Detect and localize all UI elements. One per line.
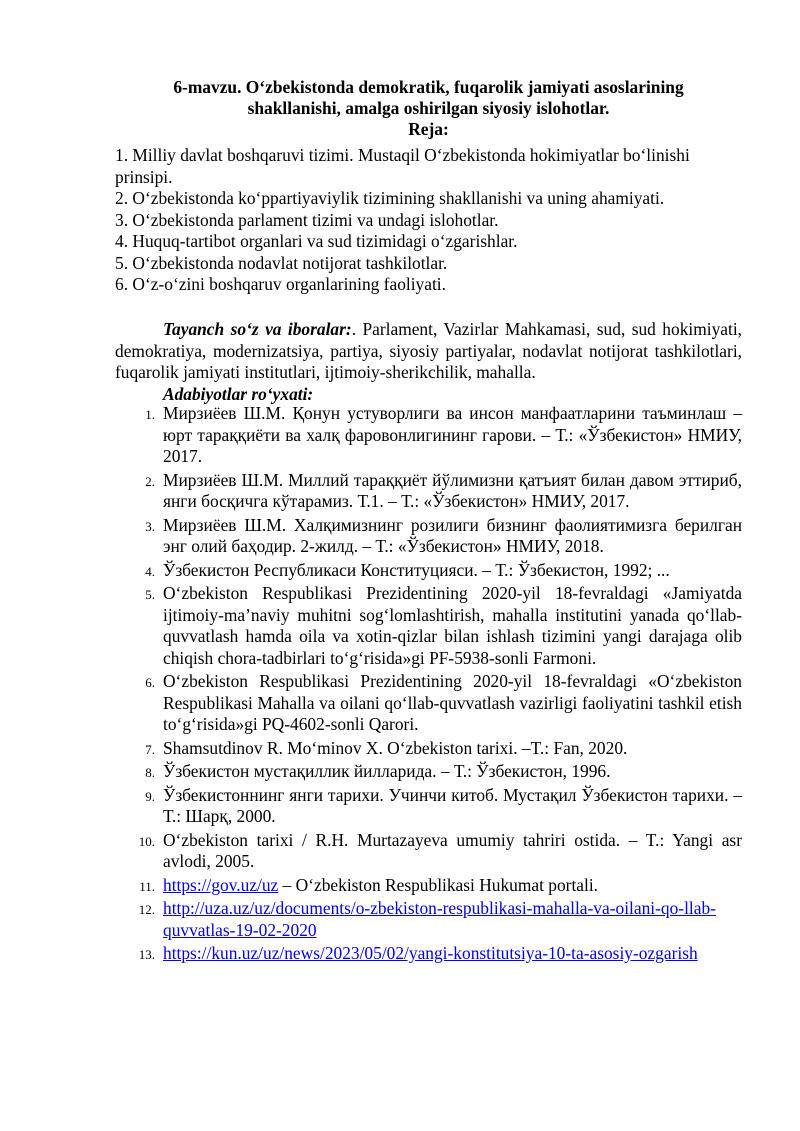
keywords-label: Tayanch so‘z va iboralar:	[163, 319, 352, 339]
item-text: Мирзиёев Ш.М. Қонун устуворлиги ва инсон манфаатларини таъминлаш – юрт тараққиёти ва халқ фаровонлигининг гарови. – Т.: «Ўзбекистон» НМИУ, 2017.	[163, 403, 742, 466]
plan-list	[115, 145, 742, 296]
plan-item: 2. O‘zbekistonda ko‘ppartiyaviylik tizimining shakllanishi va uning ahamiyati.	[115, 188, 665, 208]
item-number: 11.	[139, 878, 155, 894]
literature-item	[138, 829, 742, 873]
literature-item	[138, 898, 742, 941]
item-text: O‘zbekiston Respublikasi Prezidentining 2020-yil 18-fevraldagi «O‘zbekiston Respublikasi Mahalla va oilani qo‘llab-quvvatlash vazirligi faoliyatini tashkil etish to‘g‘risida»gi PQ-4602-sonli Qarori.	[163, 671, 742, 734]
title-line-2: shakllanishi, amalga oshirilgan siyosiy islohotlar.	[247, 98, 610, 118]
item-number: 2.	[145, 473, 155, 489]
item-number: 6.	[145, 675, 155, 690]
item-text: Ўзбекистон Республикаси Конституцияси. – Т.: Ўзбекистон, 1992; ...	[163, 559, 670, 580]
plan-item: 5. O‘zbekistonda nodavlat notijorat tashkilotlar.	[115, 252, 448, 273]
keywords-text: . Parlament, Vazirlar Mahkamasi, sud, sud hokimiyati, demokratiya, modernizatsiya, partiya, siyosiy partiyalar, nodavlat notijorat tashkilotlari, fuqarolik jamiyati institutlari, ijtimoiy-sherikchilik, mahalla.	[115, 319, 743, 382]
literature-item	[138, 943, 742, 965]
literature-item	[145, 761, 742, 783]
item-text: O‘zbekiston tarixi / R.H. Murtazayeva umumiy tahriri ostida. – T.: Yangi asr avlodi, 2005.	[163, 829, 742, 871]
literature-heading: Adabiyotlar ro‘yxati:	[163, 384, 314, 404]
title-line-1: 6-mavzu. O‘zbekistonda demokratik, fuqarolik jamiyati asoslarining	[173, 77, 684, 97]
plan-item: 4. Huquq-tartibot organlari va sud tizimidagi o‘zgarishlar.	[115, 231, 518, 251]
kun-news-link[interactable]: https://kun.uz/uz/news/2023/05/02/yangi-konstitutsiya-10-ta-asosiy-ozgarish	[163, 943, 698, 963]
item-text: – O‘zbekiston Respublikasi Hukumat portali.	[278, 874, 599, 895]
literature-item	[145, 671, 742, 736]
item-number: 7.	[145, 741, 155, 757]
item-number: 9.	[145, 788, 155, 804]
item-text: Ўзбекистон мустақиллик йилларида. – Т.: Ўзбекистон, 1996.	[163, 761, 611, 781]
item-number: 8.	[145, 765, 155, 780]
uza-document-link[interactable]: http://uza.uz/uz/documents/o-zbekiston-respublikasi-mahalla-va-oilani-qo-llab-quvvatlas-19-02-2020	[163, 898, 716, 940]
literature-item	[145, 469, 742, 513]
literature-item	[145, 403, 742, 468]
item-text: Ўзбекистоннинг янги тарихи. Учинчи китоб. Мустақил Ўзбекистон тарихи. – Т.: Шарқ, 2000.	[163, 784, 742, 826]
item-number: 4.	[145, 563, 155, 579]
item-number: 3.	[145, 518, 155, 534]
literature-item	[145, 514, 742, 558]
document-title	[115, 77, 742, 140]
keywords-paragraph	[115, 319, 742, 384]
plan-item: 6. O‘z-o‘zini boshqaruv organlarining faoliyati.	[115, 274, 446, 294]
item-number: 1.	[145, 407, 155, 422]
plan-item: 1. Milliy davlat boshqaruvi tizimi. Mustaqil O‘zbekistonda hokimiyatlar bo‘linishi prinsipi.	[115, 145, 690, 187]
item-text: Shamsutdinov R. Mo‘minov X. O‘zbekiston tarixi. –T.: Fan, 2020.	[163, 737, 628, 758]
item-text: O‘zbekiston Respublikasi Prezidentining 2020-yil 18-fevraldagi «Jamiyatda ijtimoiy-ma’naviy muhitni sog‘lomlashtirish, mahalla institutini yanada qo‘llab-quvvatlash hamda oila va xotin-qizlar bilan ishlash tizimini yangi darajaga olib chiqish chora-tadbirlari to‘g‘risida»gi PF-5938-sonli Farmoni.	[163, 583, 742, 668]
literature-item	[145, 583, 742, 669]
literature-item	[145, 784, 742, 828]
literature-item	[145, 559, 742, 582]
literature-item	[139, 874, 742, 897]
plan-item: 3. O‘zbekistonda parlament tizimi va undagi islohotlar.	[115, 209, 499, 230]
item-number: 13.	[138, 947, 155, 962]
item-text: Мирзиёев Ш.М. Халқимизнинг розилиги бизнинг фаолиятимизга берилган энг олий баҳодир. 2-жилд. – Т.: «Ўзбекистон» НМИУ, 2018.	[163, 514, 742, 556]
item-number: 12.	[138, 902, 155, 917]
item-number: 5.	[145, 587, 155, 602]
gov-portal-link[interactable]: https://gov.uz/uz	[163, 874, 279, 895]
literature-item	[145, 737, 742, 760]
item-number: 10.	[138, 833, 155, 849]
literature-list	[138, 403, 742, 967]
item-text: Мирзиёев Ш.М. Миллий тараққиёт йўлимизни қатъият билан давом эттириб, янги босқичга кўтарамиз. Т.1. – Т.: «Ўзбекистон» НМИУ, 2017.	[163, 469, 742, 511]
plan-heading: Reja:	[408, 119, 449, 139]
